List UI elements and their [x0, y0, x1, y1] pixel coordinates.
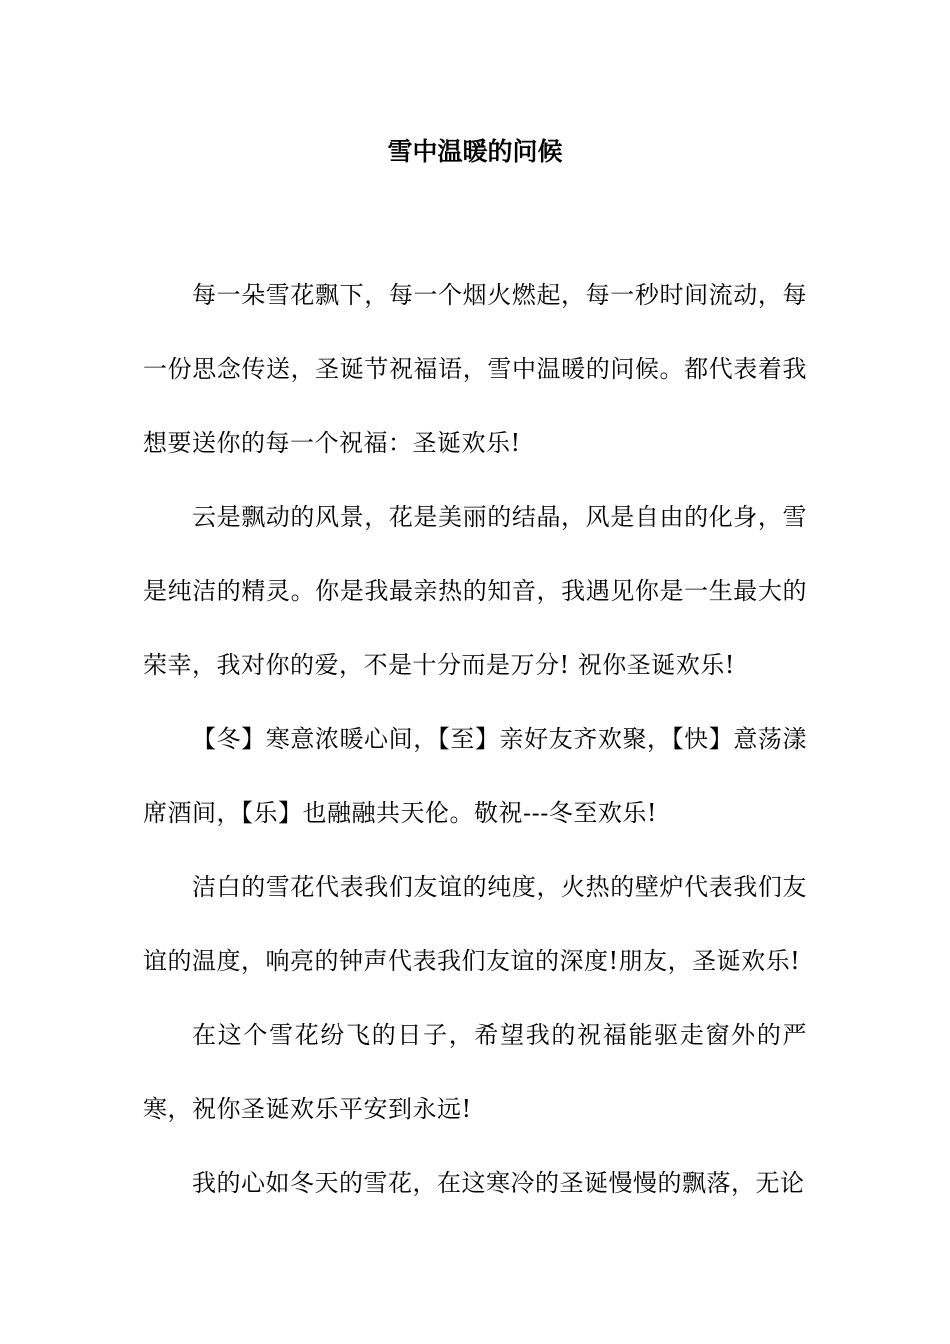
paragraph: 云是飘动的风景，花是美丽的结晶，风是自由的化身，雪是纯洁的精灵。你是我最亲热的知音，我遇见你是一生最大的荣幸，我对你的爱，不是十分而是万分! 祝你圣诞欢乐!	[143, 503, 807, 679]
paragraph: 我的心如冬天的雪花，在这寒冷的圣诞慢慢的飘落，无论	[192, 1169, 805, 1197]
document-body	[143, 258, 807, 1220]
paragraph: 洁白的雪花代表我们友谊的纯度，火热的壁炉代表我们友谊的温度，响亮的钟声代表我们友谊的深度!朋友，圣诞欢乐!	[143, 873, 807, 975]
paragraph: 每一朵雪花飘下，每一个烟火燃起，每一秒时间流动，每一份思念传送，圣诞节祝福语，雪中温暖的问候。都代表着我想要送你的每一个祝福：圣诞欢乐!	[143, 281, 807, 457]
document-title: 雪中温暖的问候	[387, 137, 563, 166]
paragraph: 在这个雪花纷飞的日子，希望我的祝福能驱走窗外的严寒，祝你圣诞欢乐平安到永远!	[143, 1021, 807, 1123]
paragraph: 【冬】寒意浓暖心间，【至】亲好友齐欢聚，【快】意荡漾席酒间，【乐】也融融共天伦。敬祝---冬至欢乐!	[143, 725, 807, 827]
